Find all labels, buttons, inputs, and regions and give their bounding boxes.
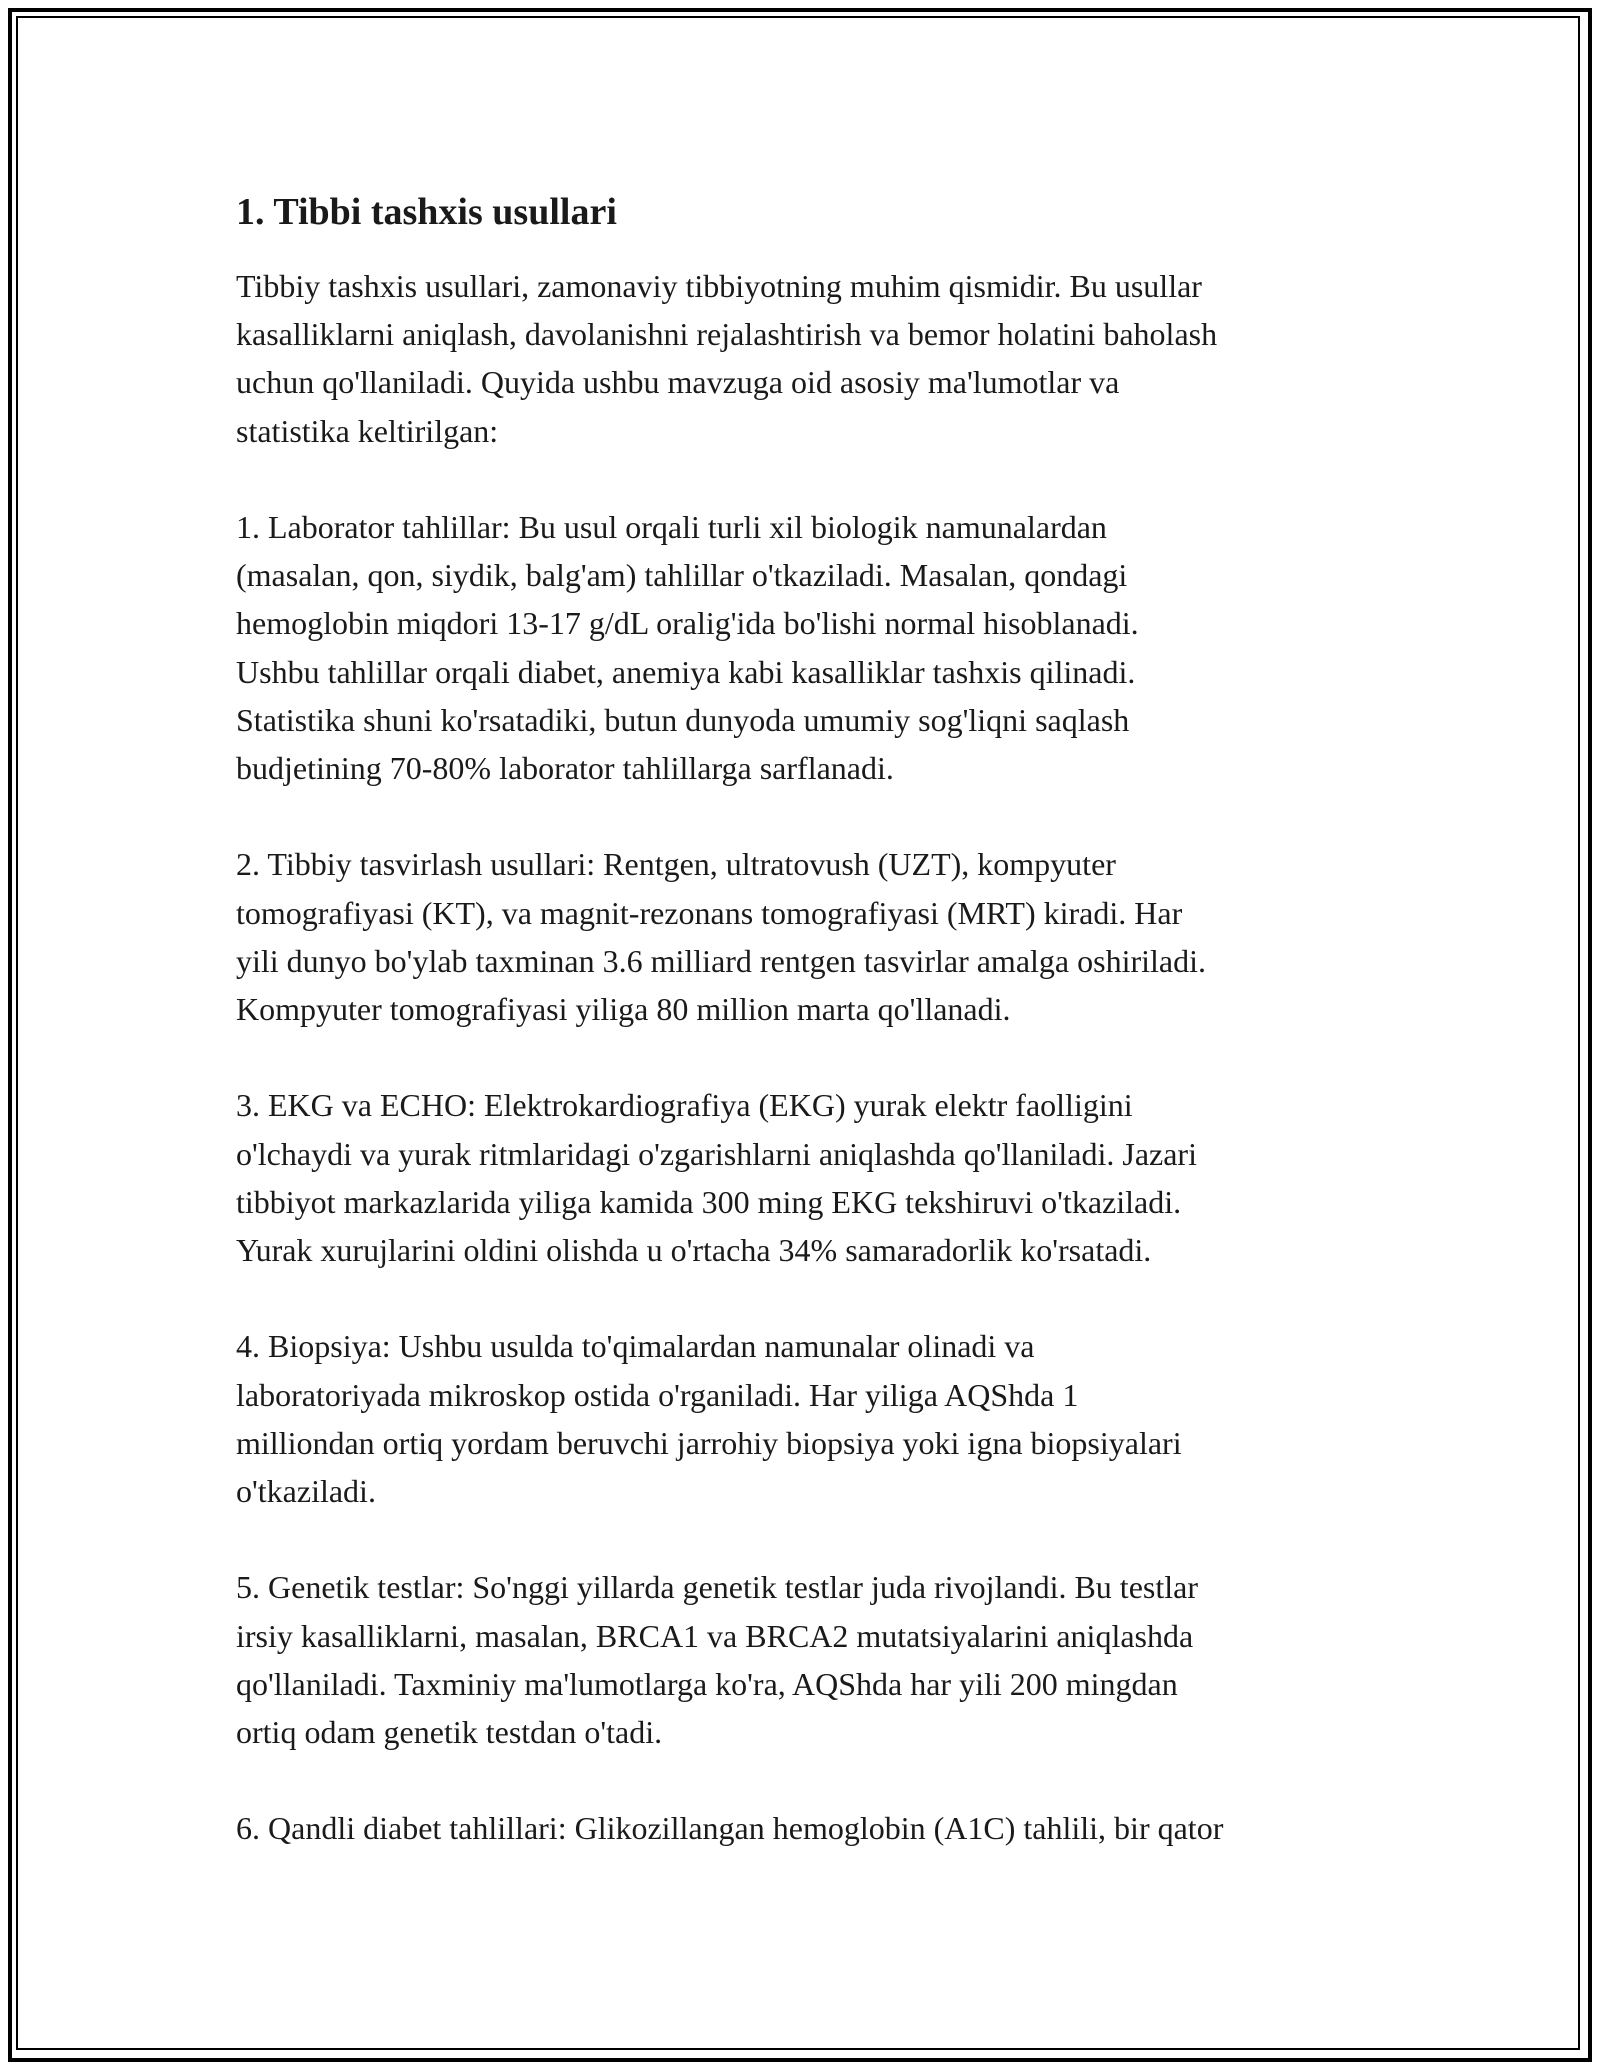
text-line: yili dunyo bo'ylab taxminan 3.6 milliard rentgen tasvirlar amalga oshiriladi. [236,942,1206,979]
text-line: (masalan, qon, siydik, balg'am) tahlillar o'tkaziladi. Masalan, qondagi [236,557,1128,594]
text-line: tomografiyasi (KT), va magnit-rezonans tomografiyasi (MRT) kiradi. Har [236,894,1183,931]
text-line: uchun qo'llaniladi. Quyida ushbu mavzuga oid asosiy ma'lumotlar va [236,364,1120,401]
paragraph-genetic-tests [236,1563,1376,1756]
section-heading: 1. Tibbi tashxis usullari [236,191,617,233]
document-body [236,186,1376,1901]
text-line: Statistika shuni ko'rsatadiki, butun dunyoda umumiy sog'liqni saqlash [236,701,1130,738]
text-line: o'lchaydi va yurak ritmlaridagi o'zgarishlarni aniqlashda qo'llaniladi. Jazari [236,1135,1197,1172]
text-line: 5. Genetik testlar: So'nggi yillarda genetik testlar juda rivojlandi. Bu testlar [236,1569,1198,1606]
paragraph-laboratory-tests [236,503,1376,792]
text-line: Yurak xurujlarini oldini olishda u o'rtacha 34% samaradorlik ko'rsatadi. [236,1232,1152,1269]
text-line: 3. EKG va ECHO: Elektrokardiografiya (EKG) yurak elektr faolligini [236,1087,1133,1124]
text-line: laboratoriyada mikroskop ostida o'rganiladi. Har yiliga AQShda 1 [236,1376,1079,1413]
text-line: irsiy kasalliklarni, masalan, BRCA1 va BRCA2 mutatsiyalarini aniqlashda [236,1617,1194,1654]
text-line: 2. Tibbiy tasvirlash usullari: Rentgen, ultratovush (UZT), kompyuter [236,846,1116,883]
paragraph-diabetes-tests [236,1804,1376,1852]
text-line: Tibbiy tashxis usullari, zamonaviy tibbiyotning muhim qismidir. Bu usullar [236,268,1202,304]
paragraph-intro [236,262,1376,455]
paragraph-biopsy [236,1322,1376,1515]
text-line: kasalliklarni aniqlash, davolanishni rejalashtirish va bemor holatini baholash [236,316,1218,353]
paragraph-medical-imaging [236,840,1376,1033]
text-line: o'tkaziladi. [236,1473,376,1510]
text-line: 4. Biopsiya: Ushbu usulda to'qimalardan namunalar olinadi va [236,1328,1035,1365]
text-line: tibbiyot markazlarida yiliga kamida 300 ming EKG tekshiruvi o'tkaziladi. [236,1183,1182,1220]
text-line: qo'llaniladi. Taxminiy ma'lumotlarga ko'ra, AQShda har yili 200 mingdan [236,1665,1178,1702]
text-line: 6. Qandli diabet tahlillari: Glikozillangan hemoglobin (A1C) tahlili, bir qator [236,1810,1224,1847]
text-line: budjetining 70-80% laborator tahlillarga sarflanadi. [236,750,894,787]
text-line: 1. Laborator tahlillar: Bu usul orqali turli xil biologik namunalardan [236,509,1107,545]
text-line: Kompyuter tomografiyasi yiliga 80 million marta qo'llanadi. [236,991,1011,1028]
text-line: ortiq odam genetik testdan o'tadi. [236,1714,663,1751]
text-line: Ushbu tahlillar orqali diabet, anemiya kabi kasalliklar tashxis qilinadi. [236,653,1136,690]
text-line: milliondan ortiq yordam beruvchi jarrohiy biopsiya yoki igna biopsiyalari [236,1424,1182,1461]
text-line: statistika keltirilgan: [236,412,499,449]
text-line: hemoglobin miqdori 13-17 g/dL oralig'ida bo'lishi normal hisoblanadi. [236,605,1139,642]
paragraph-ekg-echo [236,1081,1376,1274]
